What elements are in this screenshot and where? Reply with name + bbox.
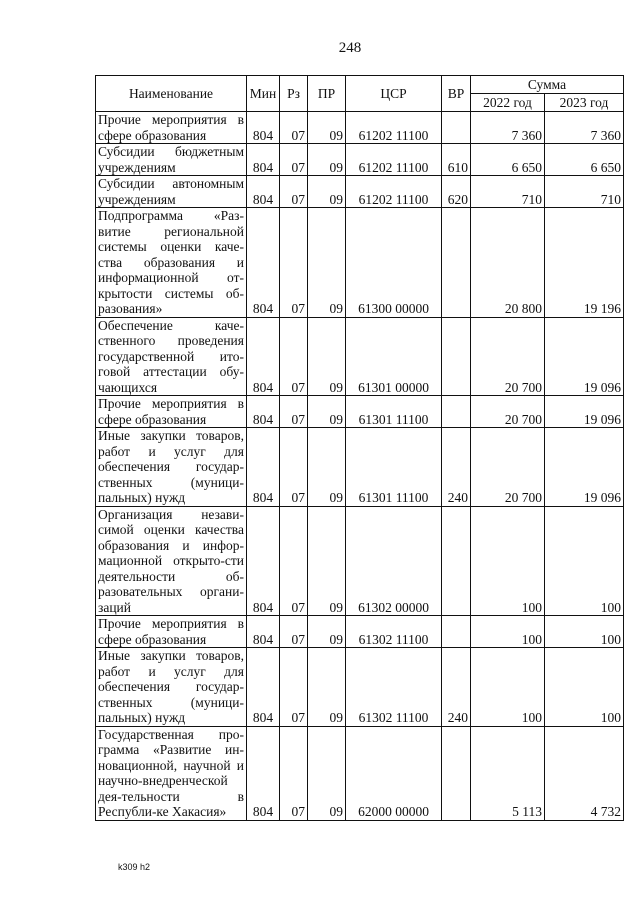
row-name: Прочие мероприятия в сфере образования — [96, 112, 247, 144]
row-min: 804 — [247, 317, 280, 396]
table-body — [96, 112, 624, 821]
row-2022: 100 — [471, 616, 545, 648]
table-row — [96, 144, 624, 176]
row-name: Субсидии бюджетным учреждениям — [96, 144, 247, 176]
row-vr: 240 — [442, 648, 471, 727]
row-2022: 20 700 — [471, 428, 545, 507]
page-number: 248 — [338, 40, 362, 56]
row-min: 804 — [247, 176, 280, 208]
row-rz: 07 — [280, 726, 308, 820]
table-row — [96, 506, 624, 616]
row-2022: 100 — [471, 506, 545, 616]
table-row — [96, 317, 624, 396]
header-rz: Рз — [280, 76, 308, 112]
row-pr: 09 — [308, 112, 346, 144]
table-row — [96, 396, 624, 428]
row-pr: 09 — [308, 208, 346, 318]
row-min: 804 — [247, 648, 280, 727]
row-2023: 710 — [545, 176, 624, 208]
row-pr: 09 — [308, 176, 346, 208]
header-csr: ЦСР — [346, 76, 442, 112]
row-vr: 610 — [442, 144, 471, 176]
row-pr: 09 — [308, 144, 346, 176]
row-2022: 6 650 — [471, 144, 545, 176]
header-sum: Сумма — [471, 76, 624, 94]
row-rz: 07 — [280, 506, 308, 616]
row-2023: 100 — [545, 616, 624, 648]
row-vr — [442, 726, 471, 820]
table-row — [96, 428, 624, 507]
row-csr: 61300 00000 — [346, 208, 442, 318]
row-vr: 620 — [442, 176, 471, 208]
row-csr: 61202 11100 — [346, 144, 442, 176]
header-pr: ПР — [308, 76, 346, 112]
row-min: 804 — [247, 616, 280, 648]
row-vr — [442, 506, 471, 616]
row-csr: 61301 11100 — [346, 428, 442, 507]
header-min: Мин — [247, 76, 280, 112]
row-pr: 09 — [308, 648, 346, 727]
row-vr — [442, 112, 471, 144]
row-2022: 7 360 — [471, 112, 545, 144]
row-rz: 07 — [280, 112, 308, 144]
row-vr: 240 — [442, 428, 471, 507]
row-name: Организация незави-симой оценки качества образования и инфор-мационной открыто-сти деятельности об-разовательных органи-заций — [96, 506, 247, 616]
row-2023: 4 732 — [545, 726, 624, 820]
table-row — [96, 616, 624, 648]
row-rz: 07 — [280, 144, 308, 176]
table-header — [96, 76, 624, 112]
row-2023: 19 096 — [545, 317, 624, 396]
row-name: Государственная про-грамма «Развитие ин-новационной, научной и научно-внедренческой дея-тельности в Республи-ке Хакасия» — [96, 726, 247, 820]
table-row — [96, 648, 624, 727]
row-2022: 20 800 — [471, 208, 545, 318]
row-csr: 61302 11100 — [346, 648, 442, 727]
row-pr: 09 — [308, 317, 346, 396]
row-min: 804 — [247, 726, 280, 820]
row-min: 804 — [247, 396, 280, 428]
header-2022: 2022 год — [471, 94, 545, 112]
header-name: Наименование — [96, 76, 247, 112]
row-vr — [442, 396, 471, 428]
table-row — [96, 176, 624, 208]
row-2022: 710 — [471, 176, 545, 208]
table-row — [96, 112, 624, 144]
row-2023: 100 — [545, 648, 624, 727]
row-name: Прочие мероприятия в сфере образования — [96, 396, 247, 428]
row-min: 804 — [247, 144, 280, 176]
row-2022: 5 113 — [471, 726, 545, 820]
row-csr: 61202 11100 — [346, 112, 442, 144]
row-2022: 20 700 — [471, 317, 545, 396]
row-2023: 100 — [545, 506, 624, 616]
row-2023: 7 360 — [545, 112, 624, 144]
row-csr: 61301 11100 — [346, 396, 442, 428]
row-rz: 07 — [280, 396, 308, 428]
row-name: Подпрограмма «Раз-витие региональной системы оценки каче-ства образования и информационной от-крытости системы об-разования» — [96, 208, 247, 318]
row-name: Прочие мероприятия в сфере образования — [96, 616, 247, 648]
header-2023: 2023 год — [545, 94, 624, 112]
row-rz: 07 — [280, 208, 308, 318]
row-2023: 19 196 — [545, 208, 624, 318]
budget-table — [95, 75, 624, 821]
row-rz: 07 — [280, 176, 308, 208]
table-row — [96, 726, 624, 820]
row-csr: 61301 00000 — [346, 317, 442, 396]
row-name: Субсидии автономным учреждениям — [96, 176, 247, 208]
row-2023: 19 096 — [545, 428, 624, 507]
row-name: Иные закупки товаров, работ и услуг для обеспечения государ-ственных (муници-пальных) нужд — [96, 428, 247, 507]
table-row — [96, 208, 624, 318]
row-pr: 09 — [308, 428, 346, 507]
row-min: 804 — [247, 506, 280, 616]
row-min: 804 — [247, 112, 280, 144]
row-pr: 09 — [308, 726, 346, 820]
row-pr: 09 — [308, 506, 346, 616]
row-csr: 61202 11100 — [346, 176, 442, 208]
row-name: Иные закупки товаров, работ и услуг для обеспечения государ-ственных (муници-пальных) нужд — [96, 648, 247, 727]
row-rz: 07 — [280, 648, 308, 727]
row-vr — [442, 317, 471, 396]
row-min: 804 — [247, 208, 280, 318]
header-vr: ВР — [442, 76, 471, 112]
row-pr: 09 — [308, 396, 346, 428]
row-rz: 07 — [280, 616, 308, 648]
row-name: Обеспечение каче-ственного проведения государственной ито-говой аттестации обу-чающихся — [96, 317, 247, 396]
row-csr: 61302 11100 — [346, 616, 442, 648]
row-vr — [442, 208, 471, 318]
row-2023: 19 096 — [545, 396, 624, 428]
row-csr: 61302 00000 — [346, 506, 442, 616]
row-rz: 07 — [280, 428, 308, 507]
row-2022: 100 — [471, 648, 545, 727]
row-2023: 6 650 — [545, 144, 624, 176]
row-vr — [442, 616, 471, 648]
row-2022: 20 700 — [471, 396, 545, 428]
footer-code: k309 h2 — [118, 862, 151, 872]
row-rz: 07 — [280, 317, 308, 396]
row-pr: 09 — [308, 616, 346, 648]
row-min: 804 — [247, 428, 280, 507]
row-csr: 62000 00000 — [346, 726, 442, 820]
